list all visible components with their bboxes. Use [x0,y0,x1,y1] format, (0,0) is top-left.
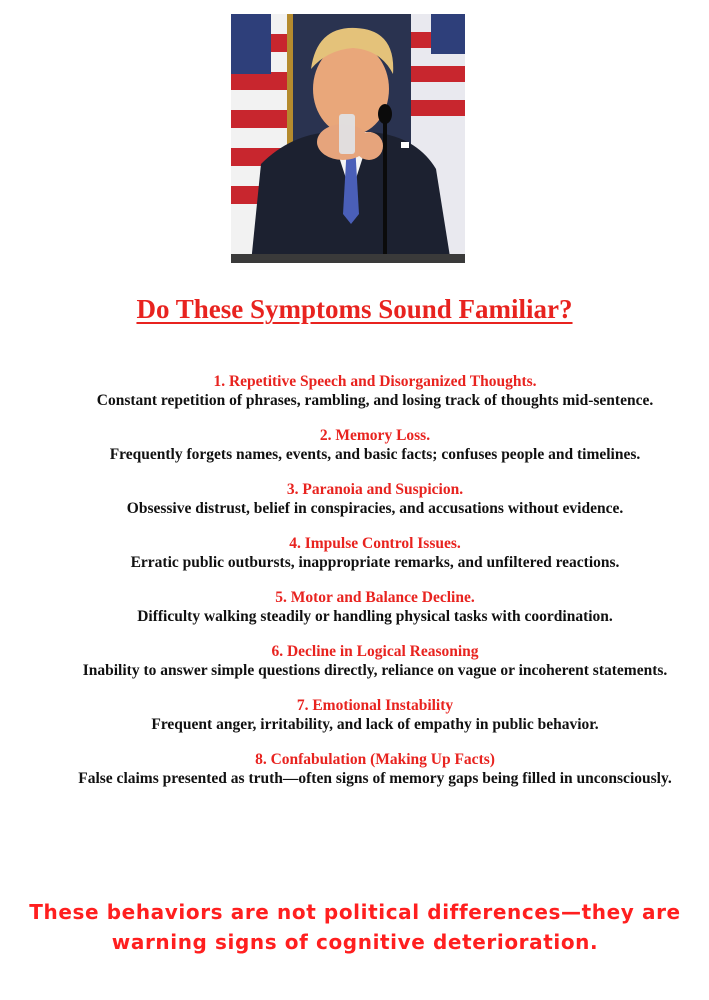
symptom-heading: 3. Paranoia and Suspicion. [286,481,464,498]
symptom-heading: 8. Confabulation (Making Up Facts) [255,751,495,768]
symptom-item [70,534,680,572]
symptom-description: Constant repetition of phrases, rambling, and losing track of thoughts mid-sentence. [96,392,654,409]
symptom-item [70,696,680,734]
symptom-heading: 5. Motor and Balance Decline. [275,589,475,606]
page-title [0,290,709,328]
symptom-description: Inability to answer simple questions directly, reliance on vague or incoherent statements. [82,662,668,679]
symptom-item [70,588,680,626]
symptom-description: Frequently forgets names, events, and basic facts; confuses people and timelines. [109,446,641,463]
symptom-description: Difficulty walking steadily or handling physical tasks with coordination. [137,608,613,625]
symptom-heading: 1. Repetitive Speech and Disorganized Thoughts. [213,373,537,390]
symptom-heading: 4. Impulse Control Issues. [289,535,461,552]
speaker-photo-illustration [231,14,465,263]
symptom-item [70,750,680,788]
page-title-text: Do These Symptoms Sound Familiar? [136,294,573,324]
symptom-description: Obsessive distrust, belief in conspiracies, and accusations without evidence. [126,500,624,517]
symptom-heading: 6. Decline in Logical Reasoning [271,643,479,660]
symptom-description: Erratic public outbursts, inappropriate remarks, and unfiltered reactions. [130,554,620,571]
speaker-photo [231,14,465,263]
symptom-heading: 2. Memory Loss. [319,427,431,444]
symptom-description: Frequent anger, irritability, and lack of empathy in public behavior. [151,716,599,733]
symptom-item [70,372,680,410]
symptom-heading: 7. Emotional Instability [296,697,454,714]
symptom-description: False claims presented as truth—often signs of memory gaps being filled in unconsciously. [78,770,672,787]
symptom-item [70,480,680,518]
symptom-item [70,642,680,680]
symptom-list [70,372,680,804]
closing-statement: These behaviors are not political differences—they are warning signs of cognitive deterioration. [29,900,681,954]
symptom-item [70,426,680,464]
